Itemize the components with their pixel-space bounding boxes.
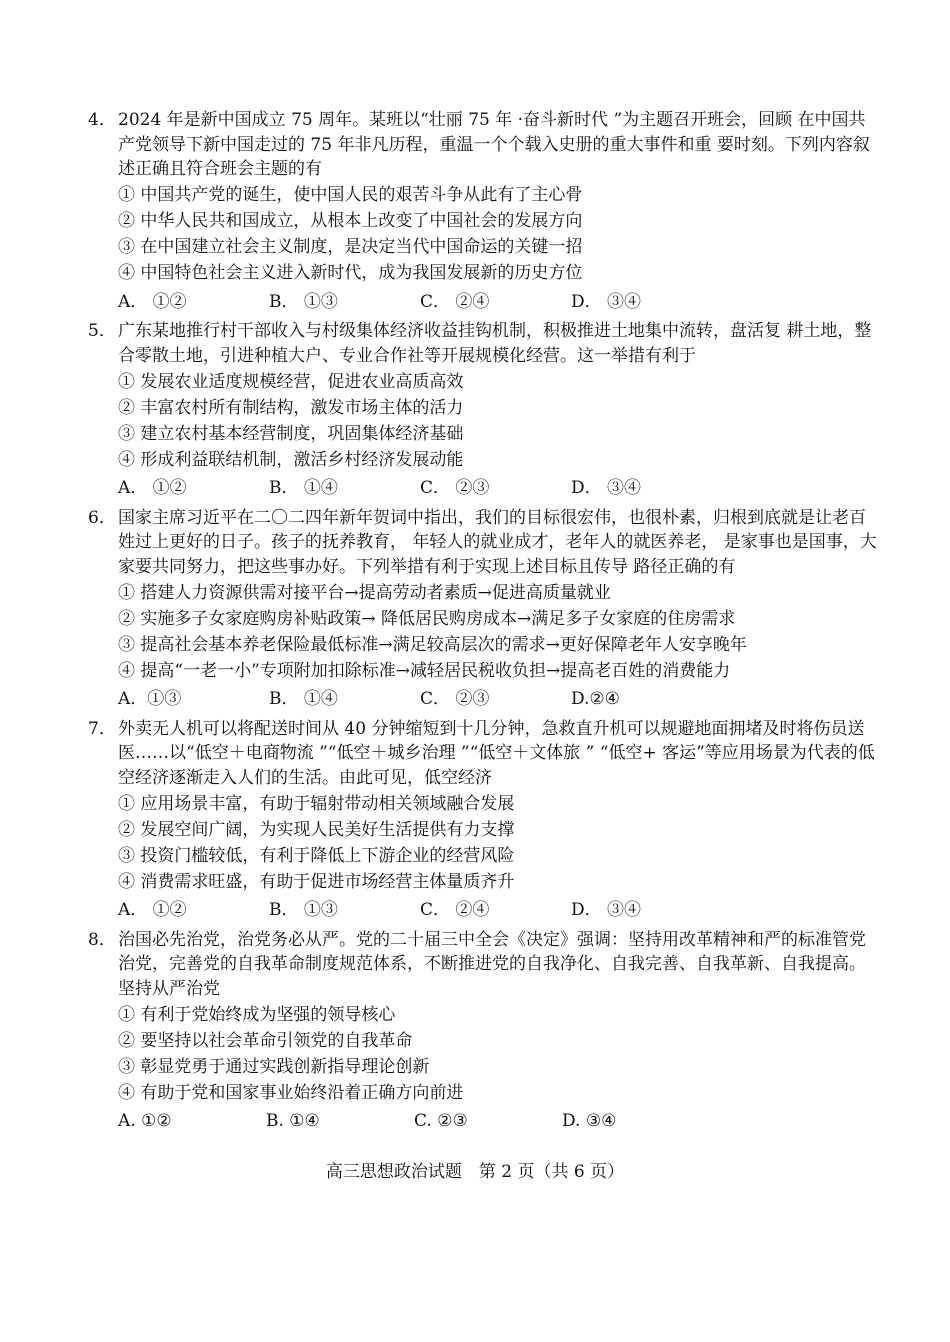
option-1: ① 搭建人力资源供需对接平台→提高劳动者素质→促进高质量就业 <box>118 582 611 603</box>
choice-c: C． ②④ <box>420 900 490 920</box>
option-3: ③ 在中国建立社会主义制度，是决定当代中国命运的关键一招 <box>118 237 583 257</box>
question-8 <box>88 928 880 1134</box>
option-3: ③ 投资门槛较低，有利于降低上下游企业的经营风险 <box>118 845 515 866</box>
question-stem <box>88 108 880 182</box>
option-2: ② 要坚持以社会革命引领党的自我革命 <box>118 1030 413 1051</box>
choice-b: B． ①③ <box>269 291 338 312</box>
answer-choices <box>88 476 880 501</box>
choice-d: D． ③④ <box>571 291 642 312</box>
choice-a: A．①③ <box>118 689 182 709</box>
question-7 <box>88 717 880 923</box>
question-text: 2024 年是新中国成立 75 周年。某班以“壮丽 75 年 ·奋斗新时代 ”为主题召开班会，回顾 在中国共产党领导下新中国走过的 75 年非凡历程，重温一个个载入史册的重大事件和重 要时刻。下列内容叙述正确且符合班会主题的有 <box>118 110 870 179</box>
choice-b: B. ①④ <box>266 1111 320 1131</box>
choice-d: D. ③④ <box>562 1111 617 1131</box>
answer-choices <box>88 290 880 315</box>
question-text: 国家主席习近平在二〇二四年新年贺词中指出，我们的目标很宏伟，也很朴素，归根到底就是让老百姓过上更好的日子。孩子的抚养教育， 年轻人的就业成才，老年人的就医养老， 是家事也是国事，大家要共同努力，把这些事办好。下列举措有利于实现上述目标且传导 路径正确的有 <box>118 507 877 577</box>
option-3: ③ 提高社会基本养老保险最低标准→满足较高层次的需求→更好保障老年人安享晚年 <box>118 634 747 655</box>
option-1: ① 发展农业适度规模经营，促进农业高质高效 <box>118 371 464 392</box>
option-4: ④ 中国特色社会主义进入新时代，成为我国发展新的历史方位 <box>118 263 583 283</box>
question-text: 广东某地推行村干部收入与村级集体经济收益挂钩机制，积极推进土地集中流转，盘活复 耕土地，整合零散土地，引进种植大户、专业合作社等开展规模化经营。这一举措有利于 <box>118 321 872 366</box>
option-2: ② 实施多子女家庭购房补贴政策→ 降低居民购房成本→满足多子女家庭的住房需求 <box>118 608 736 629</box>
question-stem <box>88 319 880 368</box>
option-3: ③ 建立农村基本经营制度，巩固集体经济基础 <box>118 423 464 444</box>
question-number: 4． <box>88 110 116 130</box>
choice-c: C. ②③ <box>414 1111 468 1131</box>
question-4 <box>88 108 880 314</box>
question-text: 治国必先治党，治党务必从严。党的二十届三中全会《决定》强调：坚持用改革精神和严的标准管党治党，完善党的自我革命制度规范体系，不断推进党的自我净化、自我完善、自我革新、自我提高。坚持从严治党 <box>118 929 866 999</box>
answer-choices <box>88 687 880 712</box>
option-4: ④ 有助于党和国家事业始终沿着正确方向前进 <box>118 1082 464 1103</box>
question-number: 8． <box>88 929 116 950</box>
option-4: ④ 形成利益联结机制，激活乡村经济发展动能 <box>118 449 464 470</box>
question-text: 外卖无人机可以将配送时间从 40 分钟缩短到十几分钟，急救直升机可以规避地面拥堵及时将伤员送医……以“低空＋电商物流 ”“低空＋城乡治理 ”“低空＋文体旅 ” “低空+ 客运”等应用场景为代表的低空经济逐渐走入人们的生活。由此可见，低空经济 <box>118 718 875 788</box>
choice-b: B． ①④ <box>269 478 338 498</box>
choice-d: D.②④ <box>571 689 620 709</box>
answer-choices <box>88 898 880 923</box>
choice-b: B． ①④ <box>269 689 338 709</box>
question-6 <box>88 506 880 712</box>
question-stem <box>88 506 880 580</box>
choice-a: A． ①② <box>118 291 187 312</box>
option-2: ② 中华人民共和国成立，从根本上改变了中国社会的发展方向 <box>118 211 583 231</box>
choice-a: A. ①② <box>118 1111 172 1131</box>
choice-a: A． ①② <box>118 478 187 498</box>
question-5 <box>88 319 880 501</box>
choice-c: C． ②④ <box>420 291 490 312</box>
choice-a: A． ①② <box>118 900 187 920</box>
question-number: 6． <box>88 507 116 528</box>
page-footer: 高三思想政治试题 第 2 页（共 6 页） <box>325 1162 625 1182</box>
option-2: ② 发展空间广阔，为实现人民美好生活提供有力支撑 <box>118 819 515 840</box>
choice-d: D． ③④ <box>571 900 642 920</box>
option-1: ① 有利于党始终成为坚强的领导核心 <box>118 1004 396 1025</box>
option-1: ① 应用场景丰富，有助于辐射带动相关领域融合发展 <box>118 793 515 814</box>
option-2: ② 丰富农村所有制结构，激发市场主体的活力 <box>118 397 464 418</box>
choice-c: C． ②③ <box>420 689 490 709</box>
question-number: 7． <box>88 718 116 739</box>
question-stem <box>88 928 880 1002</box>
answer-choices <box>88 1109 880 1134</box>
question-number: 5． <box>88 321 116 341</box>
option-3: ③ 彰显党勇于通过实践创新指导理论创新 <box>118 1056 430 1077</box>
question-stem <box>88 717 880 791</box>
option-1: ① 中国共产党的诞生，使中国人民的艰苦斗争从此有了主心骨 <box>118 185 583 205</box>
option-4: ④ 消费需求旺盛，有助于促进市场经营主体量质齐升 <box>118 871 515 892</box>
choice-d: D． ③④ <box>571 478 642 498</box>
choice-c: C． ②③ <box>420 478 490 498</box>
choice-b: B． ①③ <box>269 900 338 920</box>
option-4: ④ 提高“一老一小”专项附加扣除标准→减轻居民税收负担→提高老百姓的消费能力 <box>118 660 731 681</box>
